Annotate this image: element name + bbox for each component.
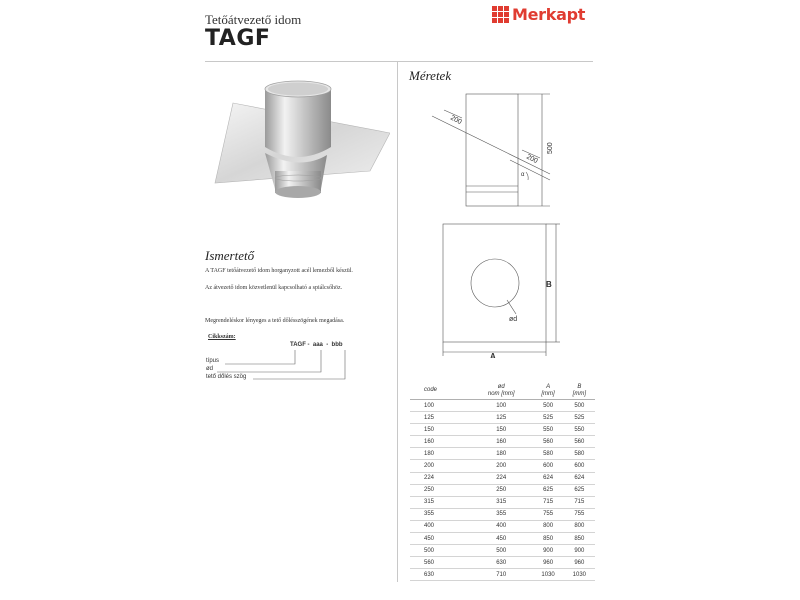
- table-cell: 180: [470, 448, 532, 460]
- description-paragraph-3: Megrendeléskor lényeges a tető dőlésszögének megadása.: [205, 318, 345, 324]
- table-cell: 500: [470, 545, 532, 557]
- table-cell: 630: [470, 557, 532, 569]
- table-cell: 800: [532, 520, 563, 532]
- top-diameter-label: ød: [509, 316, 518, 323]
- table-row: [410, 496, 595, 508]
- ordering-leader-lines: [205, 346, 355, 386]
- side-angle-label: α: [521, 172, 525, 178]
- table-cell: 800: [564, 520, 595, 532]
- table-row: [410, 448, 595, 460]
- table-cell: 224: [410, 472, 470, 484]
- table-cell: 160: [410, 436, 470, 448]
- table-row: [410, 557, 595, 569]
- table-cell: 1030: [564, 569, 595, 581]
- ordering-code-label: Cikkszám:: [208, 334, 236, 340]
- description-heading: Ismertető: [205, 248, 255, 263]
- table-row: [410, 508, 595, 520]
- table-row: [410, 424, 595, 436]
- table-cell: 100: [470, 400, 532, 412]
- table-cell: 900: [564, 545, 595, 557]
- table-cell: 624: [532, 472, 563, 484]
- table-row: [410, 569, 595, 581]
- table-cell: 624: [564, 472, 595, 484]
- top-dim-b: B: [546, 280, 552, 289]
- table-cell: 355: [410, 508, 470, 520]
- brand-name: Merkapt: [512, 4, 586, 24]
- table-header-code: code: [410, 382, 470, 400]
- table-cell: 550: [564, 424, 595, 436]
- side-dim-left: 200: [449, 114, 463, 127]
- table-cell: 355: [470, 508, 532, 520]
- table-cell: 150: [470, 424, 532, 436]
- top-dim-a: A: [490, 352, 496, 358]
- brand-logo-icon: [492, 6, 509, 23]
- table-cell: 630: [410, 569, 470, 581]
- table-cell: 900: [532, 545, 563, 557]
- table-header-row: [410, 382, 595, 400]
- side-view-drawing: [410, 88, 580, 218]
- brand-logo: [492, 3, 585, 25]
- table-cell: 580: [564, 448, 595, 460]
- table-cell: 960: [564, 557, 595, 569]
- table-row: [410, 533, 595, 545]
- table-header-diameter: ød nom [mm]: [470, 382, 532, 400]
- product-photo: [205, 75, 390, 215]
- table-cell: 600: [532, 460, 563, 472]
- top-view-drawing: [410, 218, 580, 358]
- description-paragraph-2: Az átvezető idom közvetlenül kapcsolható a spiálcsőhöz.: [205, 285, 343, 291]
- table-cell: 500: [532, 400, 563, 412]
- table-cell: 755: [564, 508, 595, 520]
- table-cell: 400: [410, 520, 470, 532]
- dimensions-table: [410, 382, 595, 581]
- table-cell: 850: [564, 533, 595, 545]
- table-cell: 850: [532, 533, 563, 545]
- table-header-a: A [mm]: [532, 382, 563, 400]
- table-cell: 525: [532, 412, 563, 424]
- table-row: [410, 436, 595, 448]
- header-divider: [205, 61, 593, 62]
- table-row: [410, 412, 595, 424]
- table-cell: 550: [532, 424, 563, 436]
- table-cell: 500: [564, 400, 595, 412]
- table-row: [410, 400, 595, 412]
- table-cell: 525: [564, 412, 595, 424]
- table-cell: 315: [470, 496, 532, 508]
- table-cell: 450: [470, 533, 532, 545]
- table-cell: 400: [470, 520, 532, 532]
- table-cell: 560: [410, 557, 470, 569]
- table-cell: 160: [470, 436, 532, 448]
- table-cell: 715: [532, 496, 563, 508]
- ordering-code: TAGF - aaa - bbb: [290, 342, 343, 348]
- product-title: TAGF: [205, 26, 271, 51]
- table-cell: 125: [410, 412, 470, 424]
- table-cell: 960: [532, 557, 563, 569]
- table-cell: 100: [410, 400, 470, 412]
- table-cell: 710: [470, 569, 532, 581]
- ordering-type-label: típus: [206, 358, 220, 364]
- table-header-b: B [mm]: [564, 382, 595, 400]
- table-cell: 560: [564, 436, 595, 448]
- description-paragraph-1: A TAGF tetőátvezető idom horganyzott acél lemezből készül.: [205, 268, 353, 274]
- table-cell: 200: [410, 460, 470, 472]
- table-cell: 224: [470, 472, 532, 484]
- side-dim-right: 200: [525, 153, 539, 166]
- ordering-angle-label: tető dőlés szög: [206, 374, 247, 380]
- table-cell: 600: [564, 460, 595, 472]
- table-cell: 560: [532, 436, 563, 448]
- ordering-diameter-label: ød: [206, 366, 214, 372]
- table-cell: 500: [410, 545, 470, 557]
- table-cell: 1030: [532, 569, 563, 581]
- table-cell: 250: [410, 484, 470, 496]
- table-cell: 625: [532, 484, 563, 496]
- table-cell: 715: [564, 496, 595, 508]
- table-cell: 180: [410, 448, 470, 460]
- table-row: [410, 484, 595, 496]
- table-row: [410, 545, 595, 557]
- table-row: [410, 472, 595, 484]
- dimensions-heading: Méretek: [409, 68, 452, 83]
- side-dim-height: 500: [547, 142, 554, 154]
- table-cell: 150: [410, 424, 470, 436]
- table-row: [410, 460, 595, 472]
- product-subtitle: Tetőátvezető idom: [205, 12, 302, 27]
- table-cell: 580: [532, 448, 563, 460]
- table-cell: 250: [470, 484, 532, 496]
- table-cell: 200: [470, 460, 532, 472]
- column-divider: [397, 62, 398, 582]
- table-cell: 125: [470, 412, 532, 424]
- table-cell: 450: [410, 533, 470, 545]
- table-cell: 755: [532, 508, 563, 520]
- table-row: [410, 520, 595, 532]
- table-cell: 625: [564, 484, 595, 496]
- table-cell: 315: [410, 496, 470, 508]
